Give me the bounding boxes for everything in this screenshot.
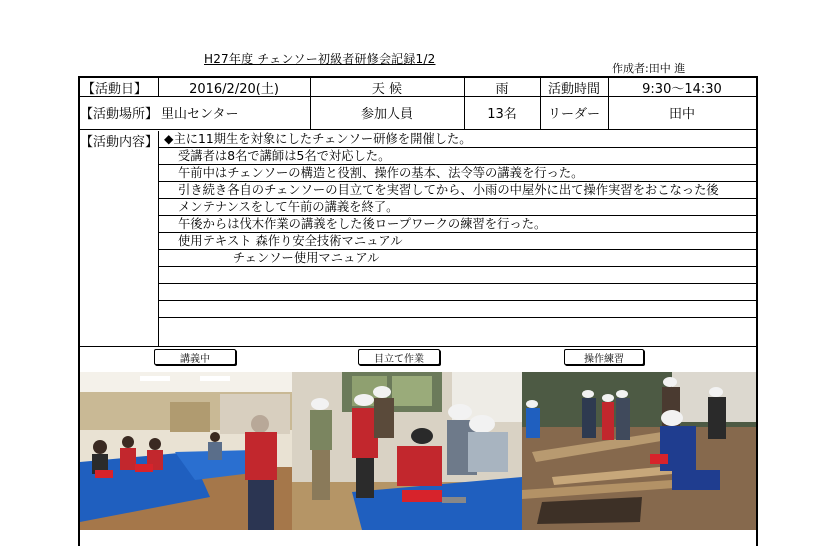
weather-label: 天 候	[371, 81, 403, 97]
time-label: 活動時間	[547, 81, 600, 97]
operation-photo	[522, 372, 756, 530]
participants-label: 参加人員	[360, 107, 413, 122]
sharpening-photo	[292, 372, 522, 530]
leader-value: 田中	[668, 107, 695, 122]
content-line: 引き続き各自のチェンソーの目立てを実習してから、小雨の中屋外に出て操作実習をおこなった後	[158, 182, 756, 199]
content-line: メンテナンスをして午前の講義を終了。	[158, 199, 756, 216]
info-row-place	[80, 96, 756, 130]
content-line: 使用テキスト 森作り安全技術マニュアル	[158, 233, 756, 250]
time-value: 9:30〜14:30	[642, 81, 722, 97]
content-line	[158, 284, 756, 301]
content-label: 【活動内容】	[80, 135, 159, 150]
content-line	[158, 301, 756, 318]
content-line	[158, 267, 756, 284]
content-line: チェンソー使用マニュアル	[158, 250, 756, 267]
lecture-photo	[80, 372, 292, 530]
weather-value: 雨	[495, 81, 509, 97]
place-value: 里山センター	[161, 107, 239, 122]
info-row-date	[80, 78, 756, 97]
content-line: 午前中はチェンソーの構造と役割、操作の基本、法令等の講義を行った。	[158, 165, 756, 182]
document-title: H27年度 チェンソー初級者研修会記録1/2	[204, 52, 436, 66]
content-line: 午後からは伐木作業の講義をした後ロープワークの練習を行った。	[158, 216, 756, 233]
leader-label: リーダー	[547, 107, 600, 122]
record-sheet	[78, 76, 758, 546]
date-label: 【活動日】	[82, 81, 148, 97]
content-line: 受講者は8名で講師は5名で対応した。	[158, 148, 756, 165]
content-line	[158, 318, 756, 337]
operation-photo-button[interactable]: 操作練習	[564, 349, 644, 365]
content-lines	[158, 131, 756, 337]
sharpening-photo-button[interactable]: 目立て作業	[358, 349, 440, 365]
place-label: 【活動場所】	[80, 107, 159, 122]
author-label: 作成者:田中 進	[612, 62, 686, 75]
date-value: 2016/2/20(土)	[189, 81, 279, 97]
content-line: ◆主に11期生を対象にしたチェンソー研修を開催した。	[158, 131, 756, 148]
participants-value: 13名	[487, 107, 517, 122]
lecture-photo-button[interactable]: 講義中	[154, 349, 236, 365]
